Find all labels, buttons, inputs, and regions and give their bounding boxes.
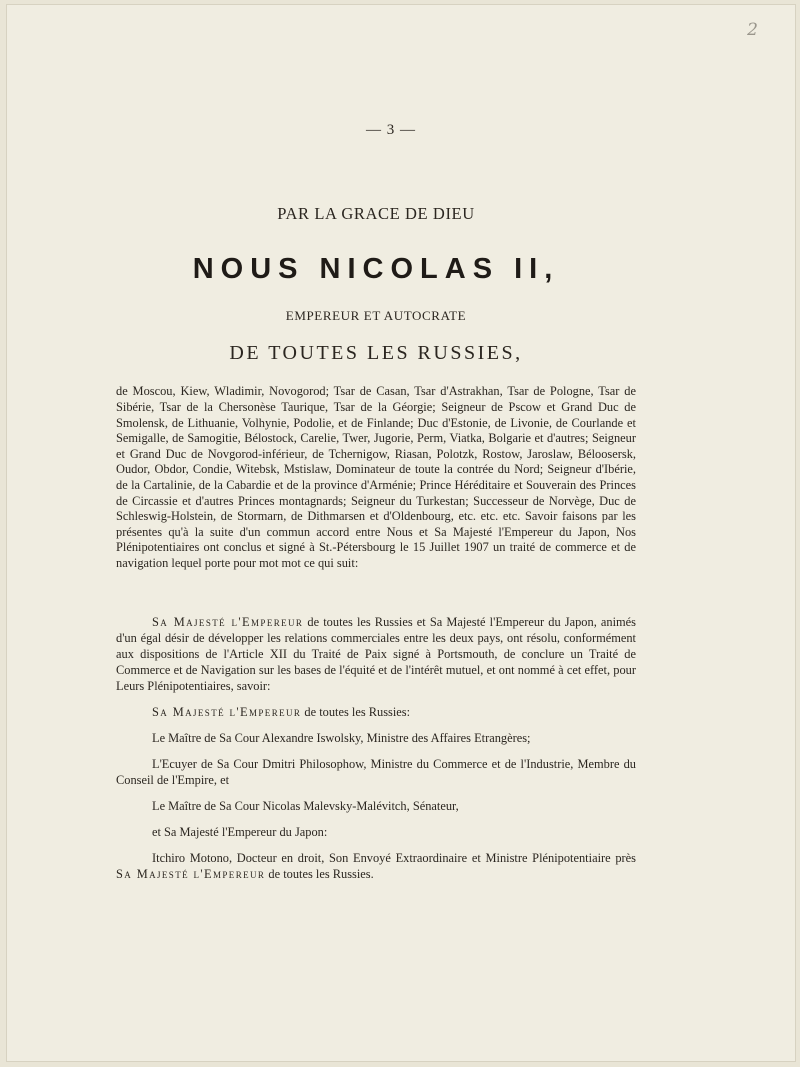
- motono-text: Itchiro Motono, Docteur en droit, Son Envoyé Extraordinaire et Ministre Plénipotentiaire près: [152, 851, 636, 865]
- heading-grace: PAR LA GRACE DE DIEU: [277, 204, 475, 223]
- imperial-titles-paragraph: de Moscou, Kiew, Wladimir, Novogorod; Tsar de Casan, Tsar d'Astrakhan, Tsar de Pologne, Tsar de Sibérie, Tsar de la Chersonèse Taurique, Tsar de la Géorgie; Seigneur de Pscow et Grand Duc de Smolensk, de Lithuanie, Volhynie, Podolie, et de Finlande; Duc d'Estonie, de Livonie, de Courlande et Semigalle, de Samogitie, Bélostock, Carelie, Twer, Jugorie, Perm, Viatka, Bolgarie et d'autres; Seigneur et Grand Duc de Novgorod-inférieur, de Tchernigow, Riasan, Polotzk, Rostow, Jaroslaw, Béloosersk, Oudor, Obdor, Condie, Witebsk, Mstislaw, Dominateur de toute la contrée du Nord; Seigneur d'Ibérie, de la Cartalinie, de la Cabardie et de la province d'Arménie; Prince Héréditaire et Souverain des Princes de Circassie et d'autres Princes montagnards; Seigneur du Turkestan; Successeur de Norvège, Duc de Schleswig-Holstein, de Stormarn, de Dithmarsen et d'Oldenbourg, etc. etc. etc. Savoir faisons par les présentes qu'à la suite d'un commun accord entre Nous et Sa Majesté l'Empereur du Japon, Nos Plénipotentiaires ont conclus et signé à St.-Pétersbourg le 15 Juillet 1907 un traité de commerce et de navigation lequel porte pour mot mot ce qui suit:: [116, 384, 636, 570]
- russia-plenipotentiaries-line: [116, 704, 636, 720]
- heading-title: EMPEREUR ET AUTOCRATE: [285, 308, 467, 323]
- delegate-philosophow: L'Ecuyer de Sa Cour Dmitri Philosophow, Ministre du Commerce et de l'Industrie, Membre du Conseil de l'Empire, et: [116, 757, 636, 787]
- delegate-malevsky: Le Maître de Sa Cour Nicolas Malevsky-Malévitch, Sénateur,: [152, 799, 459, 813]
- majesty-phrase: Sa Majesté l'Empereur: [116, 867, 266, 881]
- document-page: [6, 4, 796, 1062]
- delegate-motono: [116, 850, 636, 882]
- delegate-iswolsky: Le Maître de Sa Cour Alexandre Iswolsky, Ministre des Affaires Etrangères;: [152, 731, 531, 745]
- japan-plenipotentiaries-line: et Sa Majesté l'Empereur du Japon:: [152, 825, 328, 839]
- folio-mark: 2: [747, 20, 758, 40]
- preamble-paragraph: [116, 614, 636, 694]
- page-number: — 3 —: [366, 122, 416, 138]
- heading-realm: DE TOUTES LES RUSSIES,: [229, 342, 523, 364]
- heading-monarch: NOUS NICOLAS II,: [192, 253, 560, 285]
- motono-text-end: de toutes les Russies.: [265, 867, 374, 881]
- majesty-phrase: Sa Majesté l'Empereur: [152, 615, 304, 629]
- majesty-phrase: Sa Majesté l'Empereur: [152, 705, 302, 719]
- treaty-preamble: [116, 614, 636, 882]
- russia-text: de toutes les Russies:: [301, 705, 411, 719]
- preamble-text: de toutes les Russies et Sa Majesté l'Empereur du Japon, animés d'un égal désir de développer les relations commerciales entre les deux pays, ont résolu, conformément aux dispositions de l'Article XII du Traité de Paix signé à Portsmouth, de conclure un Traité de Commerce et de Navigation sur les bases de l'équité et de l'intérêt mutuel, et ont nommé à cet effet, pour Leurs Plénipotentiaires, savoir:: [116, 615, 636, 693]
